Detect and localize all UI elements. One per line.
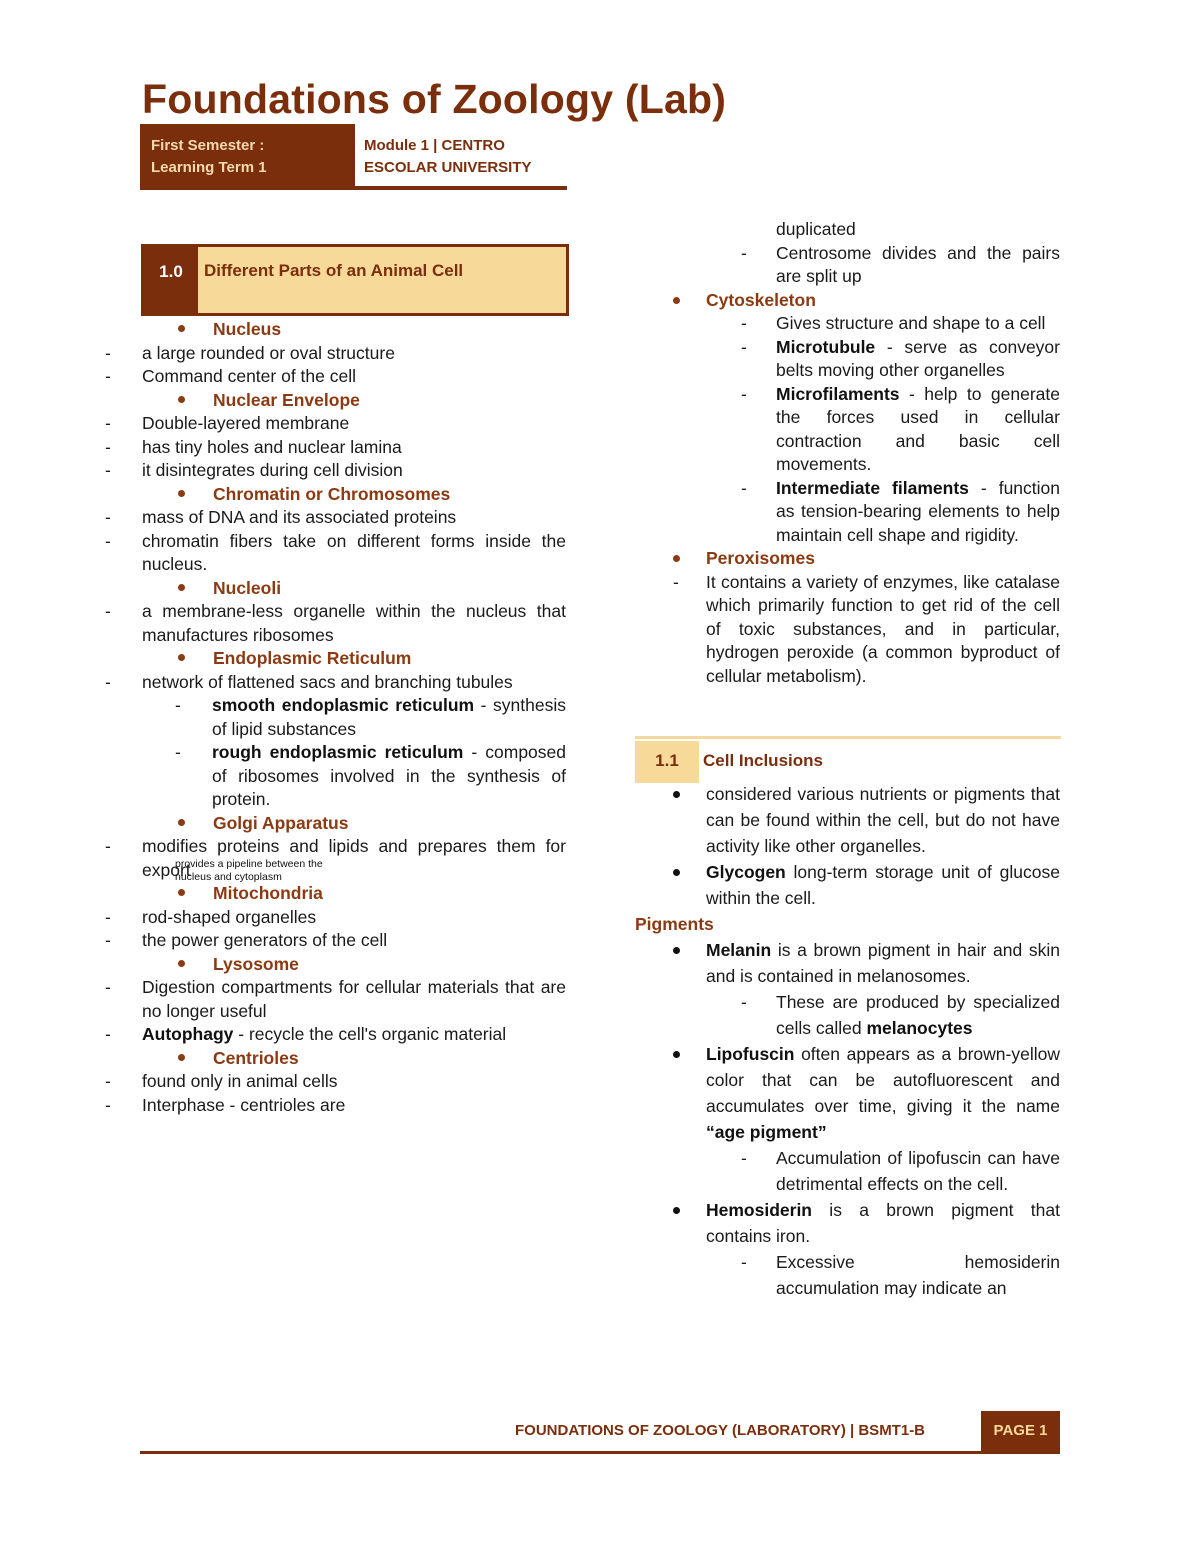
list-item: - Centrosome divides and the pairs are split up	[741, 242, 1060, 286]
organelle-heading: Nucleus	[68, 318, 566, 342]
list-item: - Intermediate filaments - function as tension-bearing elements to help maintain cell shape and rigidity.	[741, 477, 1060, 545]
list-item: - Gives structure and shape to a cell	[741, 313, 1046, 333]
list-item: - These are produced by specialized cells called melanocytes	[741, 992, 1060, 1038]
list-item: - has tiny holes and nuclear lamina	[105, 436, 402, 457]
list-item: - a membrane-less organelle within the nucleus that manufactures ribosomes	[105, 601, 566, 645]
right-column	[0, 218, 1060, 688]
list-item: - the power generators of the cell	[105, 930, 388, 950]
list-item: - Interphase - centrioles are	[105, 1094, 346, 1115]
list-item: - a large rounded or oval structure	[105, 342, 395, 363]
subsection-title: Cell Inclusions	[703, 751, 823, 770]
organelle-heading: Cytoskeleton	[0, 289, 1060, 313]
organelle-heading: Endoplasmic Reticulum	[68, 647, 566, 671]
organelle-heading: Centrioles	[68, 1047, 566, 1071]
list-item: Hemosiderin is a brown pigment that contains iron.	[0, 1197, 1060, 1249]
organelle-heading: Chromatin or Chromosomes	[68, 483, 566, 507]
organelle-heading: Golgi Apparatus	[68, 812, 566, 836]
list-item: - modifies proteins and lipids and prepares them for export	[105, 836, 566, 880]
list-item: - Digestion compartments for cellular materials that are no longer useful	[105, 977, 566, 1021]
list-item: - found only in animal cells	[105, 1071, 338, 1091]
list-item: - Accumulation of lipofuscin can have detrimental effects on the cell.	[741, 1148, 1060, 1194]
list-item: - Autophagy - recycle the cell's organic material	[105, 1024, 507, 1044]
footer-text: FOUNDATIONS OF ZOOLOGY (LABORATORY) | BSMT1-B	[515, 1422, 926, 1439]
organelle-heading: Nucleoli	[68, 577, 566, 601]
inclusions-list	[0, 781, 1060, 1301]
list-item: - Excessive hemosiderin accumulation may indicate an	[741, 1252, 1060, 1298]
organelle-heading: Lysosome	[68, 953, 566, 977]
subsection-number: 1.1	[635, 741, 699, 783]
list-item: - Microtubule - serve as conveyor belts moving other organelles	[741, 336, 1060, 380]
page-number: PAGE 1	[981, 1411, 1060, 1451]
list-item: - Microfilaments - help to generate the forces used in cellular contraction and basic cell movements.	[741, 383, 1060, 474]
margin-note: provides a pipeline between the nucleus and cytoplasm	[175, 858, 323, 883]
footer-rule	[140, 1451, 1060, 1454]
list-item: - it disintegrates during cell division	[105, 460, 403, 480]
list-item: Melanin is a brown pigment in hair and skin and is contained in melanosomes.	[0, 937, 1060, 989]
subsection-rule	[635, 736, 1061, 739]
list-item: - smooth endoplasmic reticulum - synthesis of lipid substances	[175, 695, 566, 739]
list-item: - rough endoplasmic reticulum - composed of ribosomes involved in the synthesis of protein.	[175, 742, 566, 809]
list-item: - Double-layered membrane	[105, 413, 350, 433]
section-number: 1.0	[144, 247, 198, 313]
list-item: considered various nutrients or pigments that can be found within the cell, but do not have activity like other organelles.	[0, 781, 1060, 859]
organelle-heading: Mitochondria	[68, 882, 566, 906]
list-item: - chromatin fibers take on different forms inside the nucleus.	[105, 530, 566, 574]
page-title: Foundations of Zoology (Lab)	[142, 76, 727, 122]
list-item: - It contains a variety of enzymes, like catalase which primarily function to get rid of the cell of toxic substances, and in particular, hydrogen peroxide (a common byproduct of cellular metabolism).	[673, 571, 1060, 686]
organelle-heading: Peroxisomes	[0, 547, 1060, 571]
list-item: - network of flattened sacs and branching tubules	[105, 671, 513, 692]
list-item: - Command center of the cell	[105, 366, 356, 386]
section-title: Different Parts of an Animal Cell	[204, 261, 464, 280]
pigments-heading: Pigments	[635, 914, 714, 934]
list-item: - mass of DNA and its associated proteins	[105, 507, 457, 527]
list-item: duplicated	[776, 219, 856, 239]
list-item: - rod-shaped organelles	[105, 906, 317, 927]
module-label: Module 1 | CENTRO ESCOLAR UNIVERSITY	[364, 137, 532, 176]
list-item: Glycogen long-term storage unit of glucose within the cell.	[0, 859, 1060, 911]
header-rule	[140, 186, 567, 190]
semester-label: First Semester : Learning Term 1	[140, 124, 355, 186]
organelle-heading: Nuclear Envelope	[68, 389, 566, 413]
list-item: Lipofuscin often appears as a brown-yellow color that can be autofluorescent and accumulates over time, giving it the name “age pigment”	[0, 1041, 1060, 1145]
